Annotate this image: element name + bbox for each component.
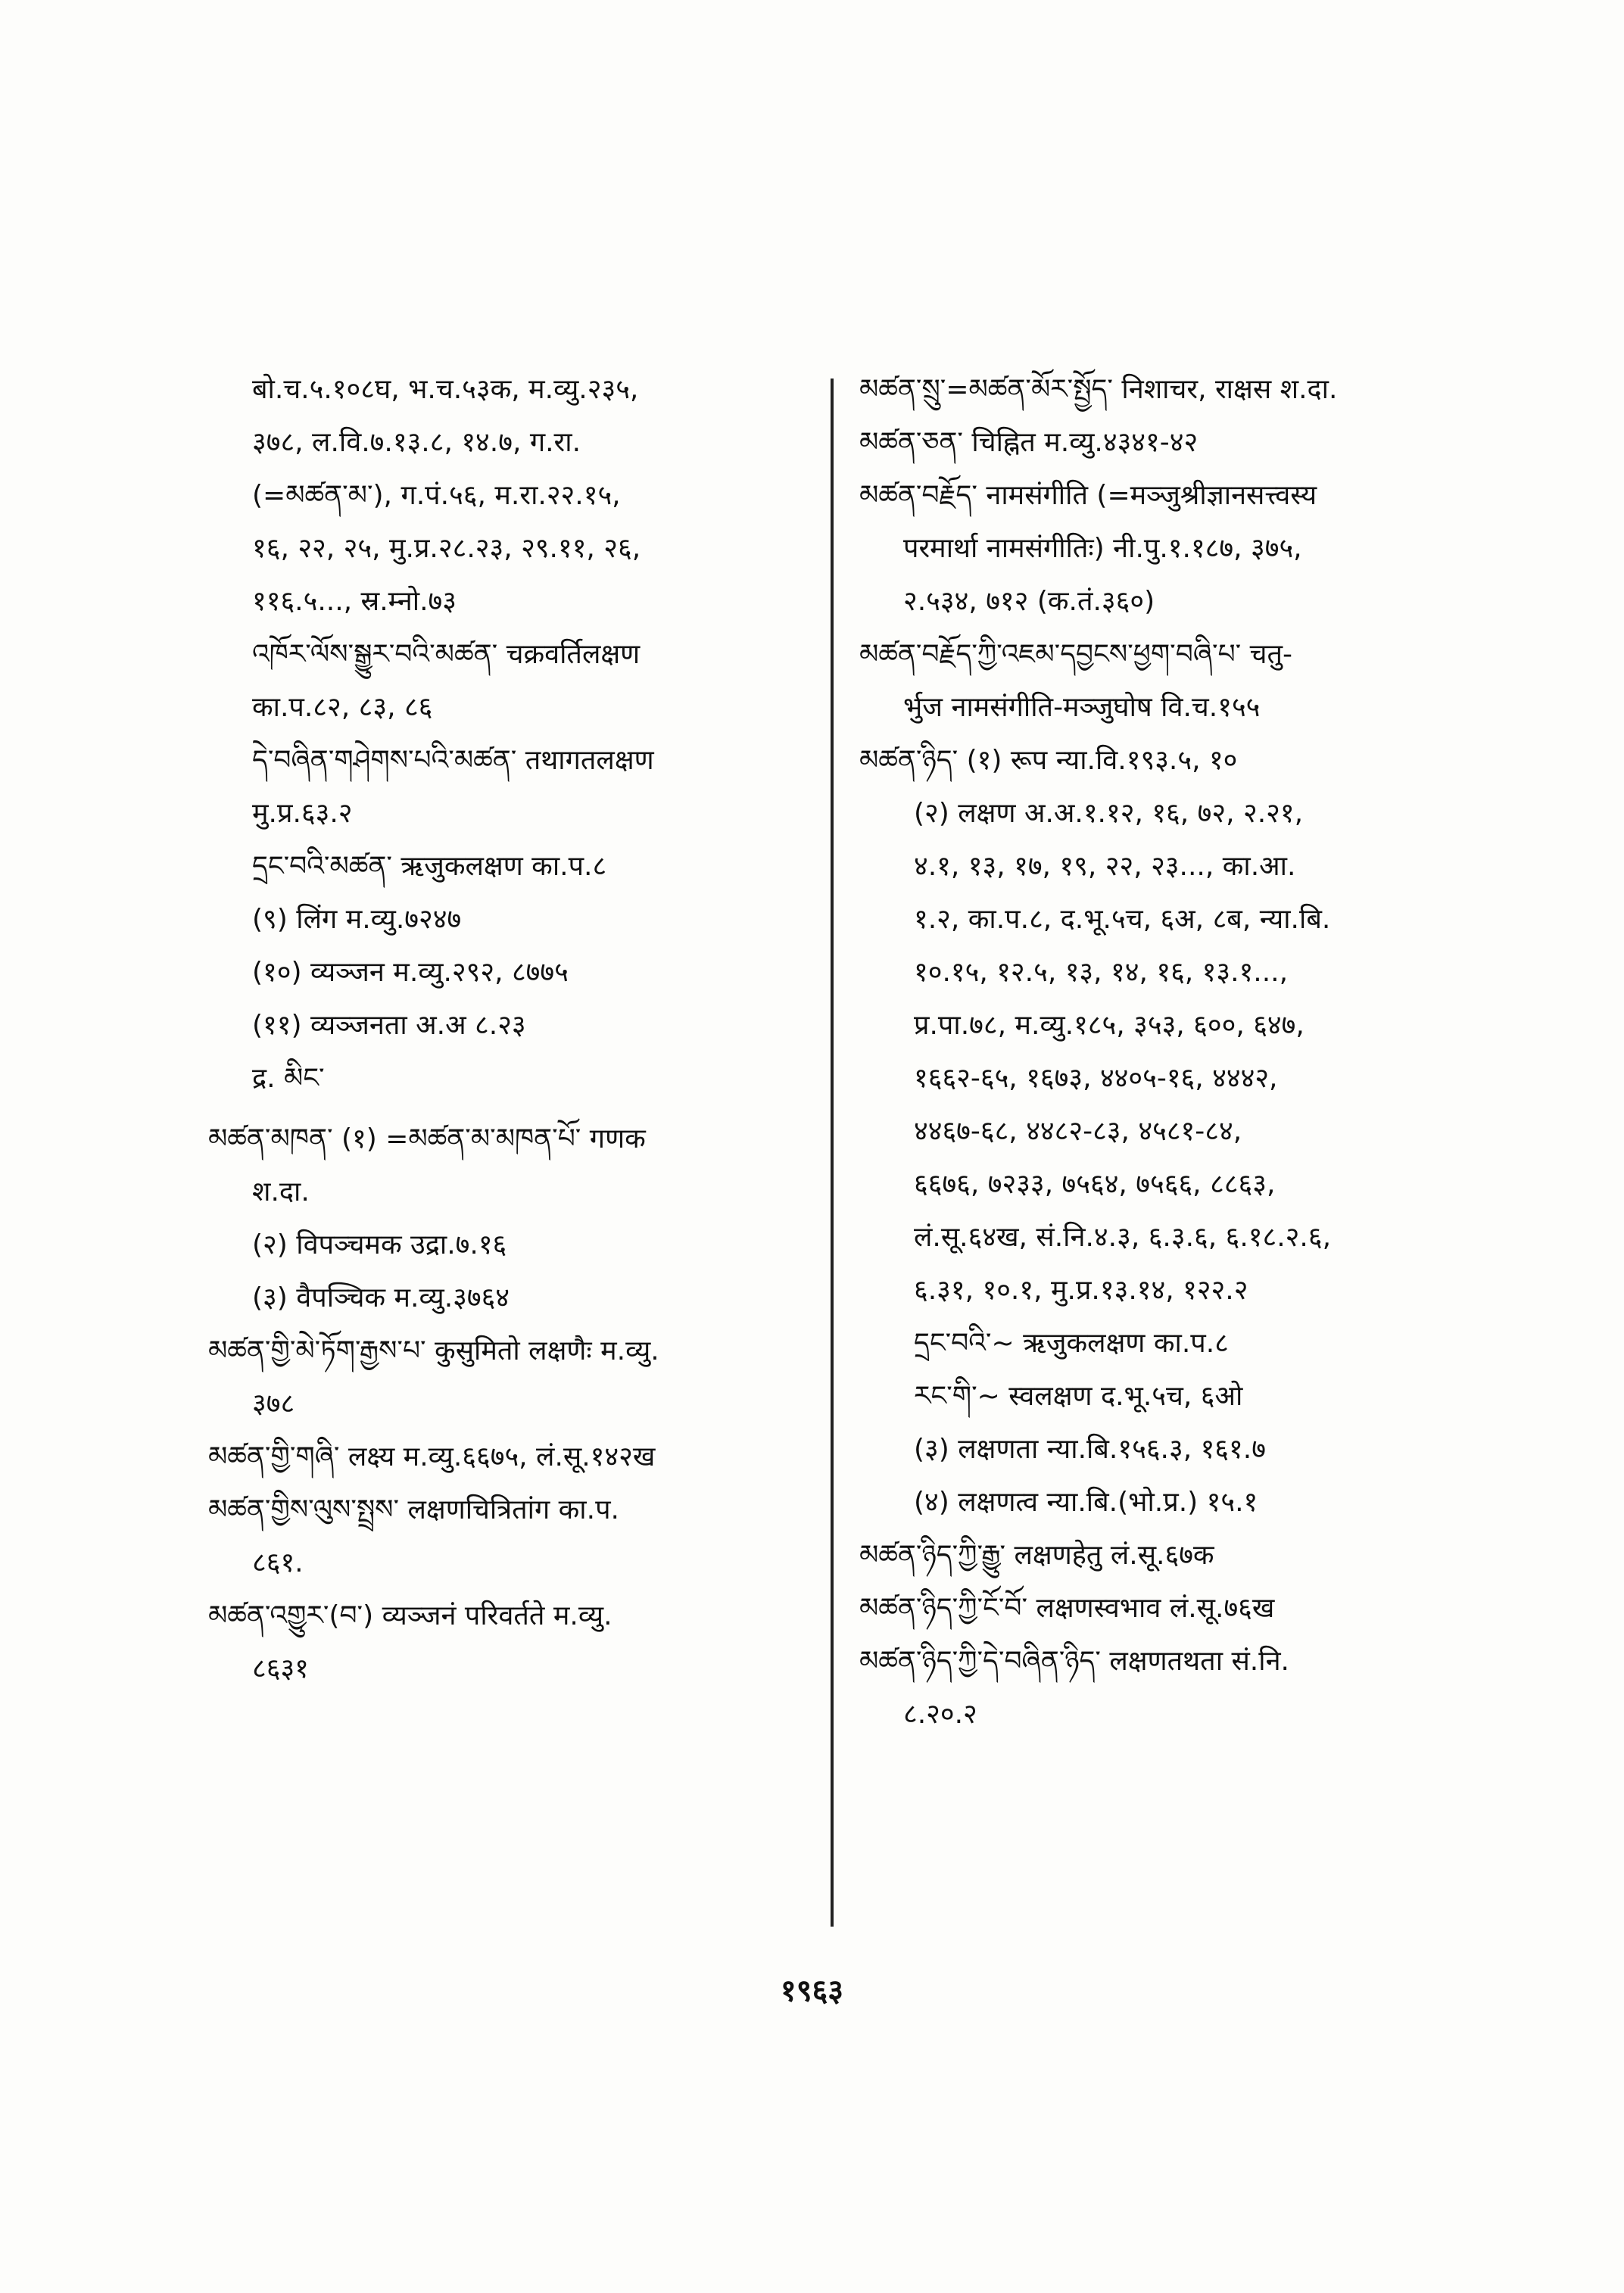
entry-line: ८६१. [252, 1547, 304, 1578]
entry-line: १.२, का.प.८, द.भू.५च, ६अ, ८ब, न्या.बि. [914, 904, 1331, 935]
entry-line: ६६७६, ७२३३, ७५६४, ७५६६, ८८६३, [914, 1169, 1276, 1200]
entry-line: का.प.८२, ८३, ८६ [252, 692, 433, 723]
entry-line: (=མཚན་མ་), ग.पं.५६, म.रा.२२.१५, [252, 480, 621, 511]
entry-line: དེ་བཞིན་གཤེགས་པའི་མཚན་ तथागतलक्षण [252, 745, 654, 776]
entry-line: ६.३१, १०.१, मु.प्र.१३.१४, १२२.२ [914, 1275, 1248, 1306]
entry-line: १०.१५, १२.५, १३, १४, १६, १३.१..., [914, 957, 1289, 988]
page-number: १९६३ [780, 1974, 844, 2008]
entry-line: མཚན་འགྱུར་(བ་) व्यञ्जनं परिवर्तते म.व्यु. [208, 1600, 613, 1631]
entry-line: མཚན་ཉིད་ཀྱི་ངོ་བོ་ लक्षणस्वभाव लं.सू.७६ख [859, 1593, 1275, 1624]
entry-line: (९) लिंग म.व्यु.७२४७ [252, 904, 462, 935]
entry-gap [208, 1105, 814, 1113]
left-column [208, 363, 814, 1696]
entry-line: मु.प्र.६३.२ [252, 798, 353, 829]
entry-line: དྲང་བའི་མཚན་ ऋजुकलक्षण का.प.८ [252, 851, 607, 882]
entry-line: མཚན་ཉིད་ཀྱི་དེ་བཞིན་ཉིད་ लक्षणतथता सं.नि. [859, 1646, 1289, 1677]
entry-line: མཚན་ཉིད་ (१) रूप न्या.वि.१९३.५, १० [859, 745, 1238, 776]
entry-line: ८.२०.२ [903, 1699, 977, 1730]
entry-line: (१०) व्यञ्जन म.व्यु.२९२, ८७७५ [252, 957, 569, 988]
entry-line: རང་གི་~ स्वलक्षण द.भू.५च, ६ओ [914, 1381, 1243, 1412]
entry-line: १६६२-६५, १६७३, ४४०५-१६, ४४४२, [914, 1063, 1278, 1094]
entry-line: མཚན་ཉིད་ཀྱི་རྒྱུ་ लक्षणहेतु लं.सू.६७क [859, 1540, 1214, 1571]
entry-line: (२) विपञ्चमक उद्रा.७.१६ [252, 1229, 507, 1260]
right-column [859, 363, 1457, 1741]
entry-line: (३) वैपञ्चिक म.व्यु.३७६४ [252, 1282, 510, 1313]
entry-line: ३७८, ल.वि.७.१३.८, १४.७, ग.रा. [252, 427, 581, 458]
entry-line: बो.च.५.१०८घ, भ.च.५३क, म.व्यु.२३५, [252, 374, 639, 405]
entry-line: མཚན་གྱིས་ལུས་སྤྲས་ लक्षणचित्रितांग का.प. [208, 1494, 619, 1525]
entry-line: र्भुज नामसंगीति-मञ्जुघोष वि.च.१५५ [903, 692, 1261, 723]
entry-line: ३७८ [252, 1388, 295, 1419]
entry-line: མཚན་བརྗོད་ नामसंगीति (=मञ्जुश्रीज्ञानसत्त्वस्य [859, 480, 1317, 511]
entry-line: १६, २२, २५, मु.प्र.२८.२३, २९.११, २६, [252, 533, 641, 564]
entry-line: ४.१, १३, १७, १९, २२, २३..., का.आ. [914, 851, 1296, 882]
entry-line: མཚན་བརྗོད་ཀྱི་འཇམ་དབྱངས་ཕྱག་བཞི་པ་ चतु- [859, 639, 1293, 670]
entry-line: प्र.पा.७८, म.व्यु.१८५, ३५३, ६००, ६४७, [914, 1010, 1304, 1041]
column-divider [831, 379, 834, 1927]
entry-line: ११६.५..., स्र.म्नो.७३ [252, 586, 457, 617]
entry-line: དྲང་བའི་~ ऋजुकलक्षण का.प.८ [914, 1328, 1229, 1359]
entry-line: མཚན་གྱི་གཞི་ लक्ष्य म.व्यु.६६७५, लं.सू.१४२ख [208, 1441, 656, 1472]
entry-line: परमार्था नामसंगीतिः) नी.पु.१.१८७, ३७५, [903, 533, 1302, 564]
entry-line: (४) लक्षणत्व न्या.बि.(भो.प्र.) १५.१ [914, 1487, 1258, 1518]
entry-line: २.५३४, ७१२ (क.तं.३६०) [903, 586, 1155, 617]
entry-line: མཚན་མཁན་ (१) =མཚན་མ་མཁན་པོ་ गणक [208, 1123, 646, 1154]
entry-line: མཚན་ཅན་ चिह्नित म.व्यु.४३४१-४२ [859, 427, 1199, 458]
entry-line: (११) व्यञ्जनता अ.अ ८.२३ [252, 1010, 526, 1041]
entry-line: (३) लक्षणता न्या.बि.१५६.३, १६१.७ [914, 1434, 1266, 1465]
entry-line: (२) लक्षण अ.अ.१.१२, १६, ७२, २.२१, [914, 798, 1304, 829]
entry-line: འཁོར་ལོས་སྒྱུར་བའི་མཚན་ चक्रवर्तिलक्षण [252, 639, 641, 670]
entry-line: མཚན་སྲུ་=མཚན་མོར་སྤྱོད་ निशाचर, राक्षस श.दा. [859, 374, 1338, 405]
entry-line: द्र. མིང་ [252, 1063, 325, 1094]
entry-line: ८६३१ [252, 1653, 309, 1684]
entry-line: श.दा. [252, 1176, 310, 1207]
entry-line: लं.सू.६४ख, सं.नि.४.३, ६.३.६, ६.१८.२.६, [914, 1222, 1332, 1253]
entry-line: མཚན་གྱི་མེ་ཏོག་རྒྱས་པ་ कुसुमितो लक्षणैः म.व्यु. [208, 1335, 659, 1366]
entry-line: ४४६७-६८, ४४८२-८३, ४५८१-८४, [914, 1116, 1242, 1147]
